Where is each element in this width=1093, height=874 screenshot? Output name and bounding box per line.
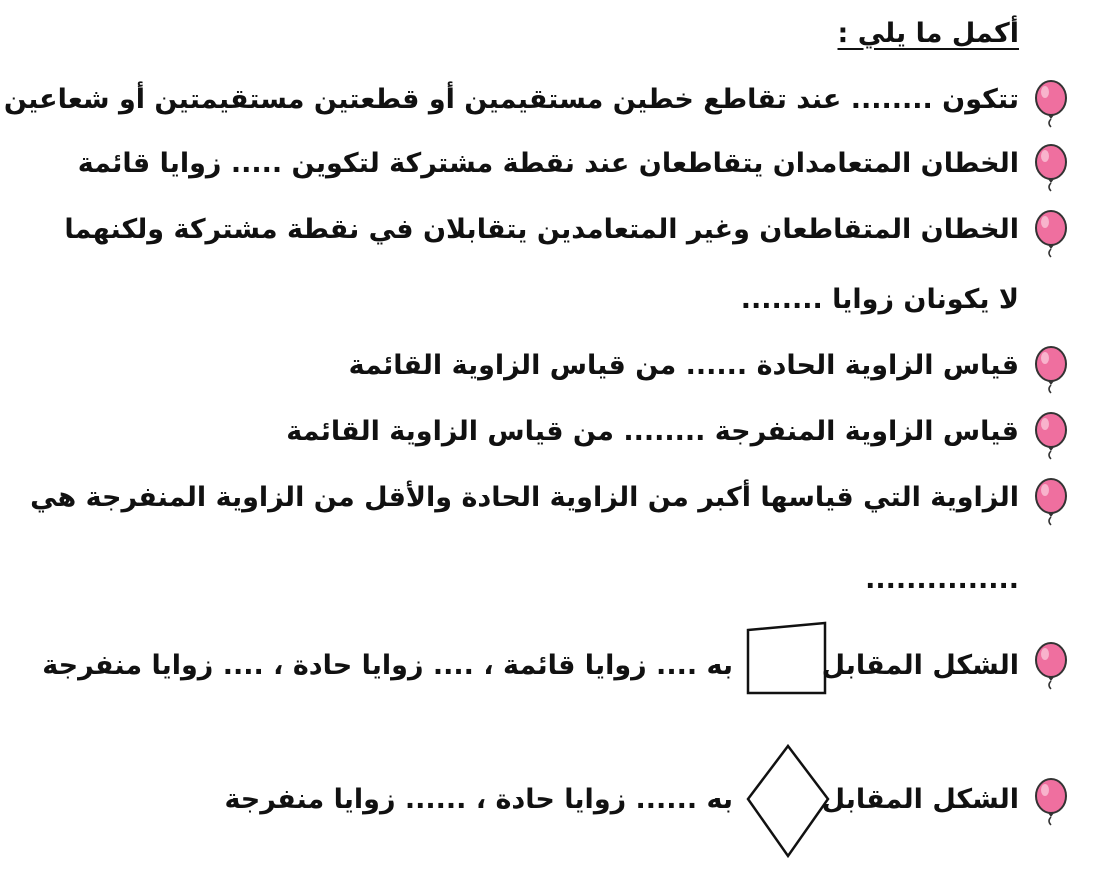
balloon-bullet-icon <box>1031 478 1071 526</box>
shape-prefix-2: الشكل المقابل <box>821 784 1019 815</box>
balloon-bullet-icon <box>1031 346 1071 394</box>
balloon-bullet-icon <box>1031 80 1071 128</box>
trapezoid-shape <box>742 618 832 702</box>
fill-in-sentence-5: قياس الزاوية المنفرجة ........ من قياس الزاوية القائمة <box>286 416 1019 447</box>
fill-in-sentence-1: تتكون ........ عند تقاطع خطين مستقيمين أو قطعتين مستقيمتين أو شعاعين <box>3 84 1019 115</box>
balloon-bullet-icon <box>1031 642 1071 690</box>
rhombus-shape <box>742 742 834 868</box>
worksheet-heading: أكمل ما يلي : <box>837 18 1019 49</box>
fill-in-sentence-2: الخطان المتعامدان يتقاطعان عند نقطة مشتركة لتكوين ..... زوايا قائمة <box>77 148 1019 179</box>
fill-in-sentence-6: الزاوية التي قياسها أكبر من الزاوية الحادة والأقل من الزاوية المنفرجة هي <box>30 482 1019 513</box>
balloon-bullet-icon <box>1031 778 1071 826</box>
balloon-bullet-icon <box>1031 210 1071 258</box>
shape-suffix-2: به ...... زوايا حادة ، ...... زوايا منفرجة <box>224 784 733 815</box>
fill-in-sentence-6-continuation: ............... <box>865 564 1019 595</box>
fill-in-sentence-3: الخطان المتقاطعان وغير المتعامدين يتقابلان في نقطة مشتركة ولكنهما <box>64 214 1019 245</box>
shape-prefix-1: الشكل المقابل <box>821 650 1019 681</box>
balloon-bullet-icon <box>1031 412 1071 460</box>
fill-in-sentence-4: قياس الزاوية الحادة ...... من قياس الزاوية القائمة <box>348 350 1019 381</box>
balloon-bullet-icon <box>1031 144 1071 192</box>
shape-suffix-1: به .... زوايا قائمة ، .... زوايا حادة ، .... زوايا منفرجة <box>42 650 733 681</box>
fill-in-sentence-3-continuation: لا يكونان زوايا ........ <box>740 284 1019 315</box>
